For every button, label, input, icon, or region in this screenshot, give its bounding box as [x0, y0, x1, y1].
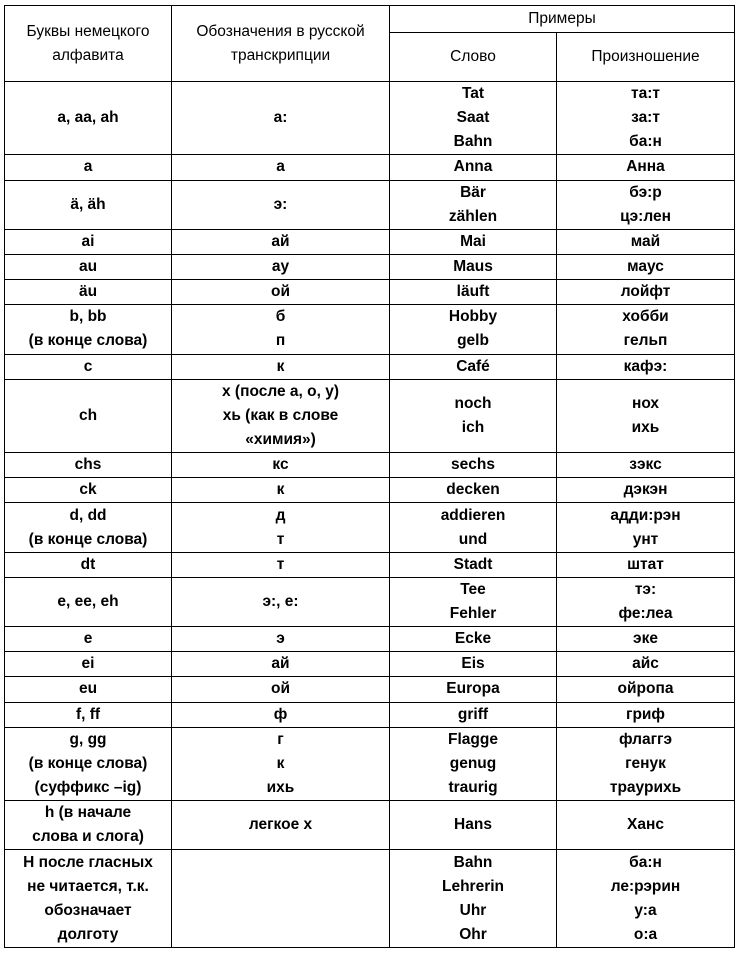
transcription-line: ау [271, 258, 290, 276]
letters-line: (в конце слова) [28, 530, 148, 548]
word-line: genug [449, 754, 497, 772]
letters-line: слова и слога) [32, 828, 144, 846]
transcription-cell [172, 627, 390, 652]
pronunciation-line: у:а [634, 901, 657, 919]
word-line: Anna [453, 158, 493, 176]
letters-line: e, ee, eh [57, 592, 119, 610]
pronunciation-line: цэ:лен [620, 207, 671, 225]
table-row [5, 453, 735, 478]
table-row [5, 677, 735, 702]
pronunciation-cell [557, 180, 735, 229]
word-line: und [458, 530, 488, 548]
word-cell [390, 280, 557, 305]
word-line: zählen [448, 207, 498, 225]
transcription-cell [172, 254, 390, 279]
pronunciation-line: траурихь [609, 778, 682, 796]
pronunciation-line: та:т [631, 85, 660, 103]
word-cell [390, 229, 557, 254]
word-line: Bär [460, 183, 486, 201]
letters-cell [5, 552, 172, 577]
transcription-line: т [276, 555, 285, 573]
transcription-line: б [275, 308, 286, 326]
word-line: Maus [453, 258, 493, 276]
word-cell [390, 379, 557, 452]
letters-line: h (в начале [44, 804, 132, 822]
word-cell [390, 850, 557, 948]
letters-cell [5, 229, 172, 254]
transcription-cell [172, 850, 390, 948]
letters-line: (суффикс –ig) [34, 778, 142, 796]
letters-line: (в конце слова) [28, 332, 148, 350]
pronunciation-line: ойропа [617, 680, 674, 698]
pronunciation-cell [557, 627, 735, 652]
letters-line: H после гласных [23, 853, 153, 871]
transcription-cell [172, 702, 390, 727]
transcription-line: ой [271, 283, 290, 301]
word-cell [390, 254, 557, 279]
transcription-cell [172, 305, 390, 354]
letters-line: dt [80, 555, 96, 573]
letters-cell [5, 577, 172, 626]
word-line: Ecke [454, 630, 492, 648]
transcription-cell [172, 577, 390, 626]
pronunciation-cell [557, 577, 735, 626]
letters-cell [5, 727, 172, 800]
transcription-cell [172, 677, 390, 702]
letters-line: chs [74, 456, 102, 474]
transcription-line: a [276, 158, 285, 176]
transcription-line: легкое х [248, 816, 313, 834]
pronunciation-line: штат [627, 555, 664, 573]
letters-cell [5, 850, 172, 948]
word-line: Tat [461, 85, 485, 103]
transcription-line: к [276, 357, 285, 375]
transcription-line: э:, е: [262, 592, 299, 610]
pronunciation-cell [557, 702, 735, 727]
word-line: Ohr [459, 925, 487, 943]
word-line: griff [457, 705, 489, 723]
pronunciation-line: адди:рэн [610, 506, 681, 524]
letters-line: обозначает [44, 901, 132, 919]
transcription-cell [172, 478, 390, 503]
word-cell [390, 652, 557, 677]
letters-cell [5, 453, 172, 478]
transcription-line: э [276, 630, 285, 648]
word-line: Bahn [453, 133, 493, 151]
pronunciation-line: дэкэн [623, 481, 668, 499]
letters-line: au [78, 258, 98, 276]
word-cell [390, 702, 557, 727]
word-line: Bahn [453, 853, 493, 871]
pronunciation-line: кафэ: [623, 357, 668, 375]
pronunciation-cell [557, 727, 735, 800]
table-body [5, 82, 735, 948]
letters-cell [5, 652, 172, 677]
letters-line: ai [81, 232, 95, 250]
pronunciation-line: ихь [631, 418, 660, 436]
pronunciation-line: флаггэ [618, 730, 673, 748]
pronunciation-line: за:т [631, 109, 660, 127]
header-letters: Буквы немецкого алфавита [5, 6, 172, 82]
letters-line: (в конце слова) [28, 754, 148, 772]
table-row [5, 727, 735, 800]
letters-line: долготу [57, 925, 119, 943]
pronunciation-cell [557, 453, 735, 478]
pronunciation-cell [557, 254, 735, 279]
letters-line: ch [78, 406, 98, 424]
word-line: gelb [457, 332, 489, 350]
pronunciation-cell [557, 379, 735, 452]
word-line: Hobby [448, 308, 498, 326]
table-row [5, 503, 735, 552]
pronunciation-line: эке [633, 630, 658, 648]
pronunciation-line: генук [625, 754, 666, 772]
transcription-cell [172, 379, 390, 452]
transcription-line: кс [272, 456, 289, 474]
alphabet-table [4, 5, 735, 948]
word-cell [390, 82, 557, 155]
letters-cell [5, 82, 172, 155]
letters-cell [5, 305, 172, 354]
transcription-cell [172, 82, 390, 155]
letters-cell [5, 254, 172, 279]
pronunciation-cell [557, 652, 735, 677]
pronunciation-line: ба:н [629, 853, 662, 871]
word-line: Flagge [448, 730, 498, 748]
word-cell [390, 305, 557, 354]
pronunciation-cell [557, 677, 735, 702]
word-cell [390, 801, 557, 850]
word-line: Café [456, 357, 490, 375]
word-cell [390, 180, 557, 229]
pronunciation-cell [557, 801, 735, 850]
letters-line: ä, äh [70, 195, 106, 213]
transcription-line: ф [273, 705, 288, 723]
letters-cell [5, 677, 172, 702]
pronunciation-line: нох [631, 394, 660, 412]
transcription-cell [172, 155, 390, 180]
word-cell [390, 677, 557, 702]
pronunciation-line: лойфт [620, 283, 671, 301]
pronunciation-cell [557, 280, 735, 305]
letters-line: äu [78, 283, 98, 301]
word-cell [390, 503, 557, 552]
letters-line: d, dd [69, 506, 107, 524]
table-row [5, 280, 735, 305]
table-row [5, 180, 735, 229]
table-row [5, 552, 735, 577]
transcription-line: ай [271, 655, 290, 673]
transcription-cell [172, 280, 390, 305]
letters-cell [5, 702, 172, 727]
transcription-line: хь (как в слове [222, 406, 339, 424]
word-line: Saat [456, 109, 490, 127]
letters-cell [5, 627, 172, 652]
transcription-line: э: [273, 195, 288, 213]
word-line: addieren [440, 506, 506, 524]
word-line: Europa [446, 680, 500, 698]
letters-cell [5, 180, 172, 229]
header-examples: Примеры [390, 6, 735, 33]
pronunciation-line: гельп [623, 332, 668, 350]
letters-cell [5, 801, 172, 850]
transcription-line: ихь [266, 778, 295, 796]
pronunciation-cell [557, 354, 735, 379]
pronunciation-cell [557, 305, 735, 354]
word-line: Tee [460, 580, 486, 598]
pronunciation-line: хобби [622, 308, 669, 326]
pronunciation-line: Ханс [627, 816, 664, 834]
transcription-cell [172, 652, 390, 677]
pronunciation-line: ба:н [629, 133, 662, 151]
word-cell [390, 627, 557, 652]
table-row [5, 155, 735, 180]
table-row [5, 478, 735, 503]
table-row [5, 652, 735, 677]
letters-line: a [83, 158, 93, 176]
word-line: Mai [460, 232, 486, 250]
transcription-line: «химия») [245, 430, 316, 448]
transcription-cell [172, 180, 390, 229]
word-line: noch [454, 394, 492, 412]
pronunciation-cell [557, 229, 735, 254]
pronunciation-line: май [630, 232, 661, 250]
word-line: Fehler [449, 604, 497, 622]
pronunciation-line: Анна [626, 158, 665, 176]
word-cell [390, 354, 557, 379]
header-pronunciation: Произношение [557, 33, 735, 82]
letters-cell [5, 280, 172, 305]
transcription-line: д [275, 506, 286, 524]
transcription-line: a: [273, 109, 288, 127]
word-line: decken [446, 481, 500, 499]
word-cell [390, 552, 557, 577]
word-line: traurig [448, 778, 498, 796]
pronunciation-cell [557, 552, 735, 577]
table-row [5, 627, 735, 652]
word-line: Lehrerin [441, 877, 504, 895]
table-row [5, 354, 735, 379]
letters-line: g, gg [69, 730, 107, 748]
pronunciation-line: о:а [633, 925, 658, 943]
letters-line: ei [81, 655, 95, 673]
letters-cell [5, 379, 172, 452]
transcription-line: х (после а, о, у) [222, 382, 339, 400]
pronunciation-line: ле:рэрин [610, 877, 681, 895]
pronunciation-line: зэкс [629, 456, 662, 474]
transcription-line: т [276, 530, 285, 548]
pronunciation-line: гриф [625, 705, 665, 723]
transcription-cell [172, 453, 390, 478]
word-cell [390, 155, 557, 180]
word-cell [390, 577, 557, 626]
header-word: Слово [390, 33, 557, 82]
pronunciation-line: фе:леа [618, 604, 673, 622]
word-line: Hans [454, 816, 492, 834]
pronunciation-line: бэ:р [629, 183, 662, 201]
word-line: Stadt [453, 555, 493, 573]
word-line: läuft [456, 283, 490, 301]
word-line: Uhr [459, 901, 487, 919]
letters-cell [5, 354, 172, 379]
word-line: Eis [461, 655, 485, 673]
letters-line: f, ff [75, 705, 101, 723]
letters-line: ck [79, 481, 97, 499]
letters-line: b, bb [69, 308, 107, 326]
transcription-line: ай [271, 232, 290, 250]
word-cell [390, 727, 557, 800]
table-row [5, 702, 735, 727]
letters-line: e [83, 630, 93, 648]
transcription-cell [172, 801, 390, 850]
pronunciation-cell [557, 82, 735, 155]
table-row [5, 379, 735, 452]
letters-line: не читается, т.к. [27, 877, 149, 895]
letters-line: eu [78, 680, 98, 698]
pronunciation-line: айс [632, 655, 659, 673]
table-row [5, 305, 735, 354]
transcription-cell [172, 229, 390, 254]
letters-line: c [83, 357, 93, 375]
letters-cell [5, 155, 172, 180]
pronunciation-line: тэ: [634, 580, 657, 598]
word-line: ich [461, 418, 485, 436]
transcription-line: п [275, 332, 286, 350]
pronunciation-cell [557, 155, 735, 180]
pronunciation-cell [557, 850, 735, 948]
pronunciation-cell [557, 478, 735, 503]
pronunciation-cell [557, 503, 735, 552]
word-cell [390, 453, 557, 478]
word-cell [390, 478, 557, 503]
pronunciation-line: унт [632, 530, 659, 548]
transcription-cell [172, 552, 390, 577]
header-transcription: Обозначения в русской транскрипции [172, 6, 390, 82]
table-row [5, 229, 735, 254]
word-line: sechs [451, 456, 495, 474]
transcription-line: к [276, 754, 285, 772]
transcription-cell [172, 354, 390, 379]
transcription-line: к [276, 481, 285, 499]
letters-line: a, aa, ah [57, 109, 119, 127]
transcription-line: ой [271, 680, 290, 698]
transcription-cell [172, 503, 390, 552]
table-row [5, 801, 735, 850]
transcription-cell [172, 727, 390, 800]
transcription-line: г [277, 730, 284, 748]
letters-cell [5, 503, 172, 552]
table-row [5, 254, 735, 279]
pronunciation-line: маус [627, 258, 664, 276]
table-row [5, 850, 735, 948]
table-row [5, 577, 735, 626]
table-row [5, 82, 735, 155]
letters-cell [5, 478, 172, 503]
